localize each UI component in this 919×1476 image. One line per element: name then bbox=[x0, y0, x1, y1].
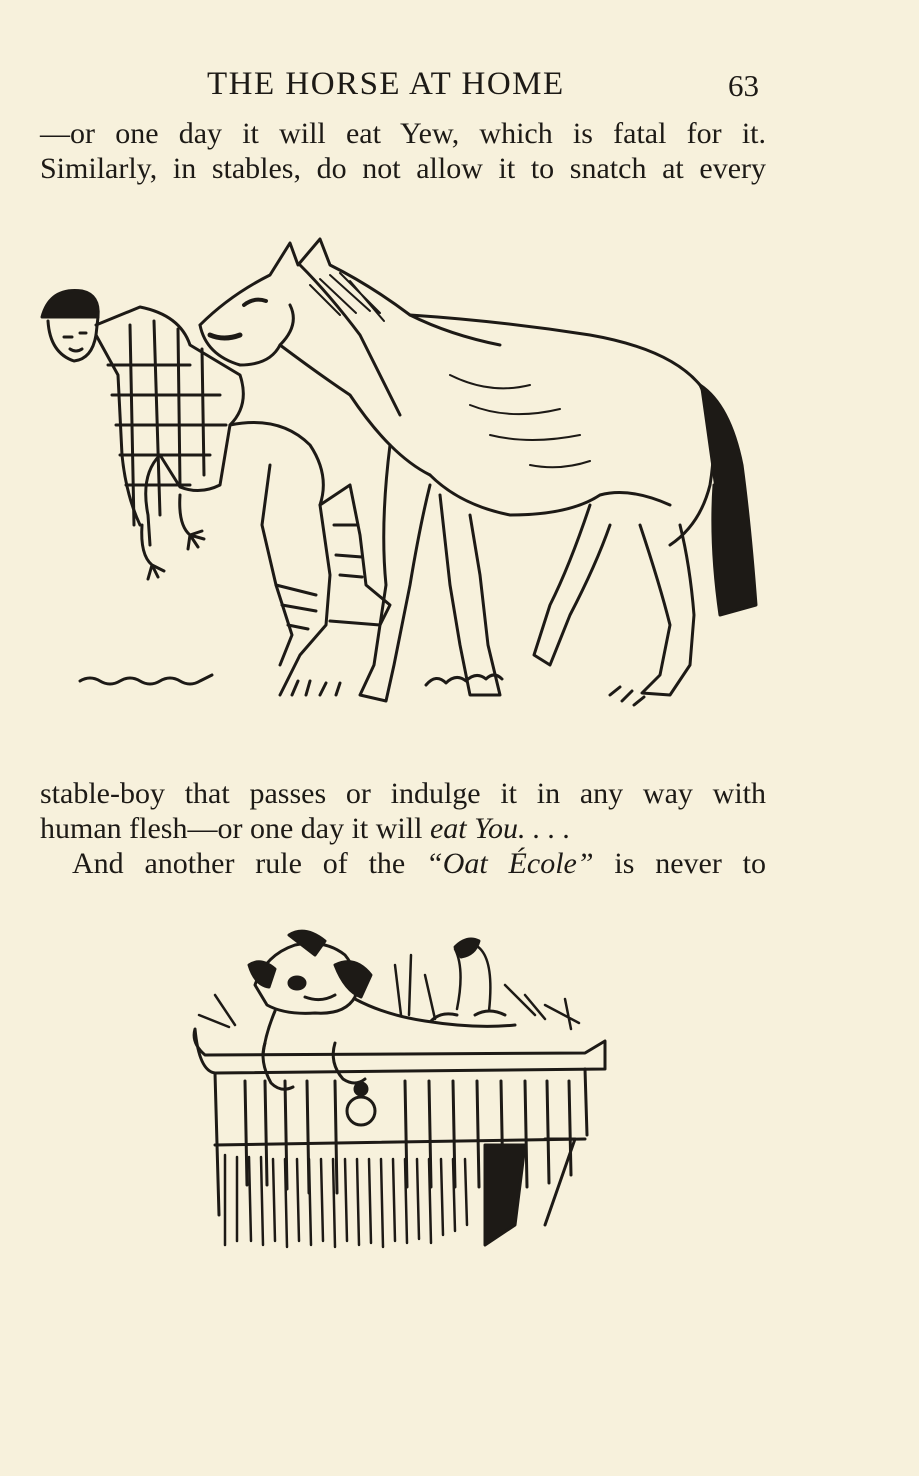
italic-text-run: “Oat École” bbox=[426, 847, 594, 880]
text-run: is never to bbox=[593, 847, 766, 880]
page-number: 63 bbox=[728, 68, 759, 103]
text-line: Similarly, in stables, do not allow it to snatch at every bbox=[40, 152, 766, 185]
text-run: And another rule of the bbox=[72, 847, 427, 880]
text-line: —or one day it will eat Yew, which is fatal for it. bbox=[40, 117, 766, 150]
horse-illustration bbox=[30, 225, 770, 745]
horse-biting-stable-boy-drawing bbox=[30, 225, 770, 745]
page-header bbox=[0, 58, 919, 108]
paragraph-3 bbox=[40, 846, 766, 881]
text-line: stable-boy that passes or indulge it in any way with bbox=[40, 777, 766, 810]
dog-in-feeding-trough-drawing bbox=[185, 925, 615, 1270]
paragraph-1 bbox=[40, 116, 766, 186]
text-line bbox=[40, 846, 766, 881]
running-title: THE HORSE AT HOME bbox=[207, 66, 565, 102]
text-line bbox=[40, 811, 766, 846]
italic-text-run: eat You. . . . bbox=[429, 812, 571, 845]
trough-illustration bbox=[185, 925, 615, 1270]
text-run: human flesh—or one day it will bbox=[40, 812, 430, 845]
paragraph-2 bbox=[40, 776, 766, 846]
